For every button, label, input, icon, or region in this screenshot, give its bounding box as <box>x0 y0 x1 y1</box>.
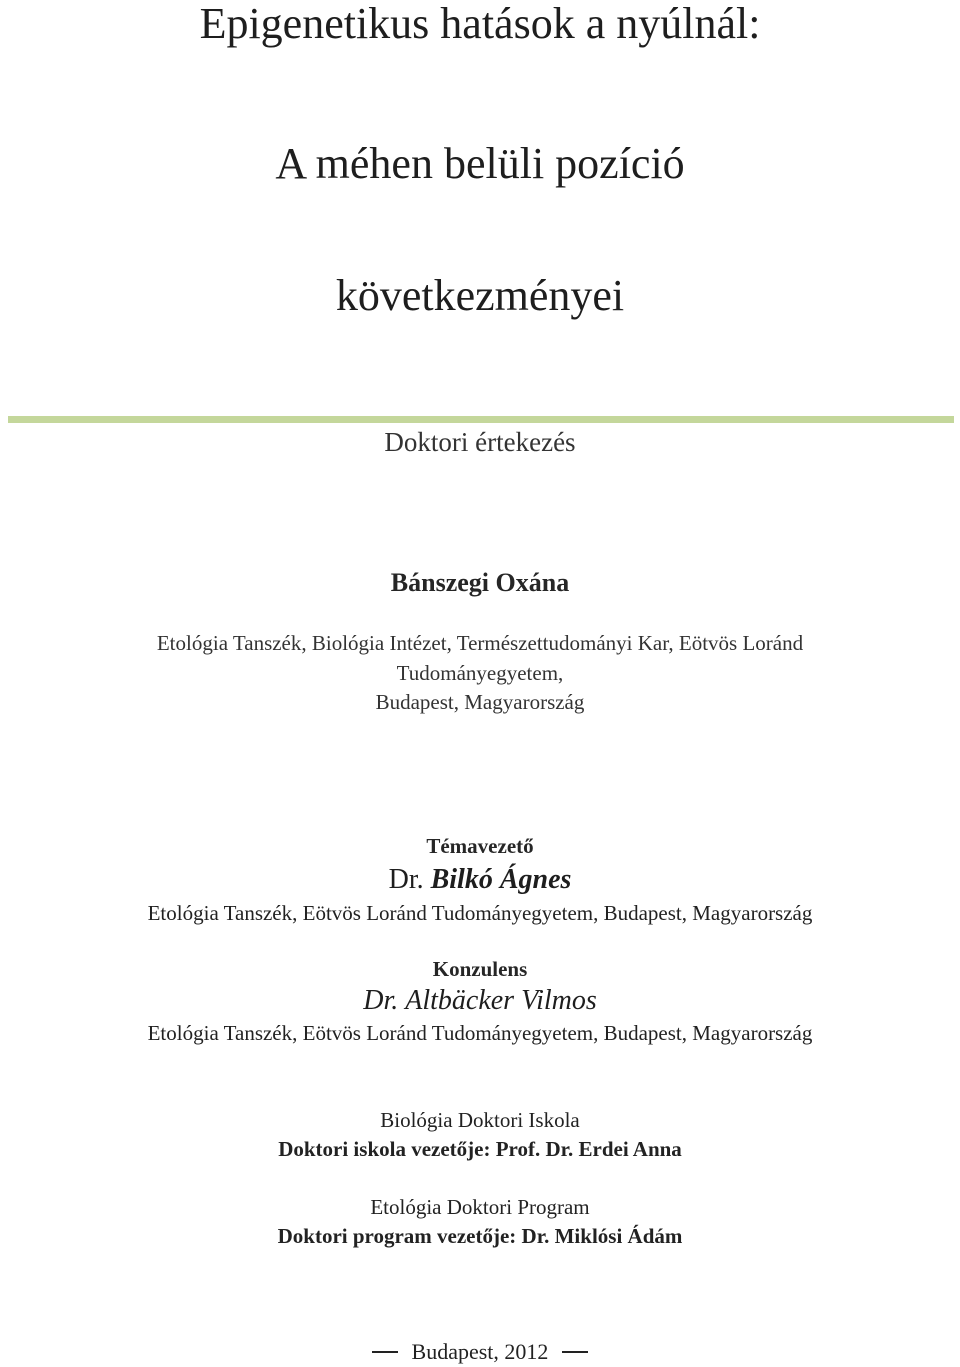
supervisor-name <box>0 866 960 894</box>
author-affiliation-line-2: Tudományegyetem, <box>396 661 564 685</box>
doctoral-school-head: Doktori iskola vezetője: Prof. Dr. Erdei Anna <box>278 1137 682 1161</box>
title-line-3: következményei <box>335 271 625 320</box>
place-year-text: Budapest, 2012 <box>411 1339 549 1364</box>
consultant-name <box>0 987 960 1015</box>
doctoral-program-head: Doktori program vezetője: Dr. Miklósi Ádám <box>277 1224 683 1248</box>
supervisor-prefix: Dr. <box>388 864 424 895</box>
author-affiliation-line-1: Etológia Tanszék, Biológia Intézet, Természettudományi Kar, Eötvös Loránd <box>156 631 804 655</box>
supervisor-affiliation: Etológia Tanszék, Eötvös Loránd Tudományegyetem, Budapest, Magyarország <box>147 901 813 925</box>
title-line-2: A méhen belüli pozíció <box>275 139 685 188</box>
title-line-1: Epigenetikus hatások a nyúlnál: <box>199 0 761 48</box>
title-divider <box>8 416 954 423</box>
consultant-name-text: Altbäcker Vilmos <box>405 985 597 1016</box>
document-type: Doktori értekezés <box>384 427 576 457</box>
author-name: Bánszegi Oxána <box>390 568 570 597</box>
doctoral-school-name: Biológia Doktori Iskola <box>380 1108 580 1132</box>
supervisor-role: Témavezető <box>426 834 534 858</box>
supervisor-name-text: Bilkó Ágnes <box>430 864 572 895</box>
consultant-role: Konzulens <box>432 957 528 981</box>
left-dash <box>372 1351 398 1353</box>
doctoral-program-name: Etológia Doktori Program <box>370 1195 590 1219</box>
right-dash <box>562 1351 588 1353</box>
consultant-affiliation: Etológia Tanszék, Eötvös Loránd Tudományegyetem, Budapest, Magyarország <box>147 1021 813 1045</box>
author-affiliation-line-3: Budapest, Magyarország <box>375 690 585 714</box>
place-and-year <box>0 1341 960 1363</box>
consultant-prefix: Dr. <box>363 985 399 1016</box>
